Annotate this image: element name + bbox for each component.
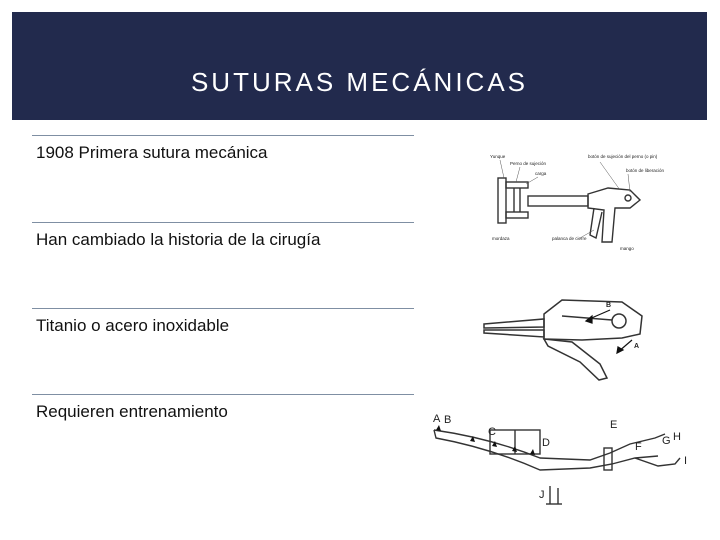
label-yunque: Yunque — [490, 154, 506, 159]
label-j: J — [539, 489, 545, 501]
label-palanca: palanca de cierre — [552, 236, 587, 241]
label-a: A — [433, 413, 441, 425]
bullet-item-2: Han cambiado la historia de la cirugía — [36, 230, 321, 249]
label-boton-liberacion: botón de liberación — [626, 168, 665, 173]
divider-3 — [32, 308, 414, 309]
bullet-item-3: Titanio o acero inoxidable — [36, 316, 230, 335]
label-b: B — [444, 414, 452, 426]
divider-4 — [32, 394, 414, 395]
label-boton-sujecion: botón de sujeción del perno (o pin) — [588, 154, 658, 159]
label-b: B — [606, 302, 612, 309]
label-mango: mango — [620, 246, 634, 251]
stapler-diagram-2 — [482, 294, 652, 394]
label-f: F — [635, 441, 642, 453]
label-a: A — [634, 343, 640, 350]
label-carga: carga — [535, 171, 547, 176]
title-banner — [12, 12, 707, 120]
stapler-diagram-1 — [490, 150, 665, 255]
bullet-item-4: Requieren entrenamiento — [36, 402, 228, 421]
label-i: I — [684, 455, 688, 467]
label-mordaza: mordaza — [492, 236, 510, 241]
label-e: E — [610, 419, 618, 431]
slide-title: SUTURAS MECÁNICAS — [190, 67, 529, 97]
label-perno: Perno de sujeción — [510, 161, 547, 166]
bullet-item-1: 1908 Primera sutura mecánica — [36, 143, 268, 162]
label-d: D — [542, 437, 550, 449]
stapler-diagram-3 — [430, 408, 695, 508]
label-g: G — [662, 435, 671, 447]
label-c: C — [488, 426, 496, 438]
label-h: H — [673, 431, 681, 443]
divider-1 — [32, 135, 414, 136]
divider-2 — [32, 222, 414, 223]
